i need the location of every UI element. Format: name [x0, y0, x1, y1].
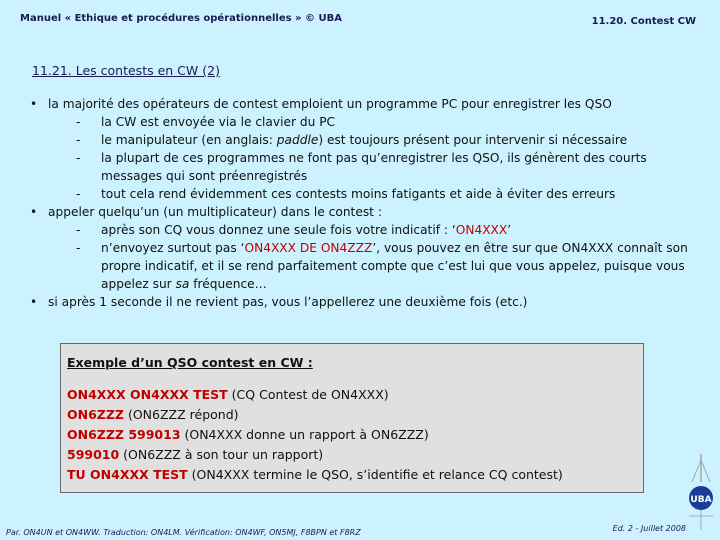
footer-credits: Par. ON4UN et ON4WW. Traduction: ON4LM. Vérification: ON4WF, ON5MJ, F8BPN et F8RZ [6, 528, 361, 537]
page-title: 11.21. Les contests en CW (2) [32, 63, 220, 78]
sub-bullet-programs: - la plupart de ces programmes ne font pas qu’enregistrer les QSO, ils génèrent des courts messages qui sont préenregistrés [76, 149, 710, 185]
bullet-list [30, 95, 710, 311]
qso-line: ON4XXX ON4XXX TEST (CQ Contest de ON4XXX) [67, 387, 389, 402]
bullet-pc-program: • la majorité des opérateurs de contest emploient un programme PC pour enregistrer les QSO [30, 95, 710, 113]
example-qso-box [60, 343, 644, 493]
sub-bullet-less-tiring: - tout cela rend évidemment ces contests moins fatigants et aide à éviter des erreurs [76, 185, 710, 203]
bullet-retry: • si après 1 seconde il ne revient pas, vous l’appellerez une deuxième fois (etc.) [30, 293, 710, 311]
logo-text: UBA [690, 495, 712, 505]
header-manual-title: Manuel « Ethique et procédures opérationnelles » © UBA [20, 13, 342, 24]
qso-line: 599010 (ON6ZZZ à son tour un rapport) [67, 447, 324, 462]
qso-line: ON6ZZZ 599013 (ON4XXX donne un rapport à ON6ZZZ) [67, 427, 429, 442]
qso-line: ON6ZZZ (ON6ZZZ répond) [67, 407, 239, 422]
example-title: Exemple d’un QSO contest en CW : [67, 355, 313, 370]
uba-logo [686, 452, 716, 532]
qso-line: TU ON4XXX TEST (ON4XXX termine le QSO, s’identifie et relance CQ contest) [67, 467, 563, 482]
bullet-call-someone: • appeler quelqu’un (un multiplicateur) dans le contest : [30, 203, 710, 221]
sub-bullet-paddle: - le manipulateur (en anglais: paddle) est toujours présent pour intervenir si nécessaire [76, 131, 710, 149]
header-section: 11.20. Contest CW [591, 16, 696, 27]
sub-bullet-keyboard: - la CW est envoyée via le clavier du PC [76, 113, 710, 131]
sub-bullet-dont-send: - n’envoyez surtout pas ‘ON4XXX DE ON4ZZZ’, vous pouvez en être sur que ON4XXX connaît son propre indicatif, et il se rend parfaitement compte que c’est lui que vous appelez, puisque vous appelez sur sa fréquence… [76, 239, 710, 293]
footer-edition: Ed. 2 - Juillet 2008 [612, 524, 686, 533]
sub-bullet-give-call: - après son CQ vous donnez une seule fois votre indicatif : ‘ON4XXX’ [76, 221, 710, 239]
